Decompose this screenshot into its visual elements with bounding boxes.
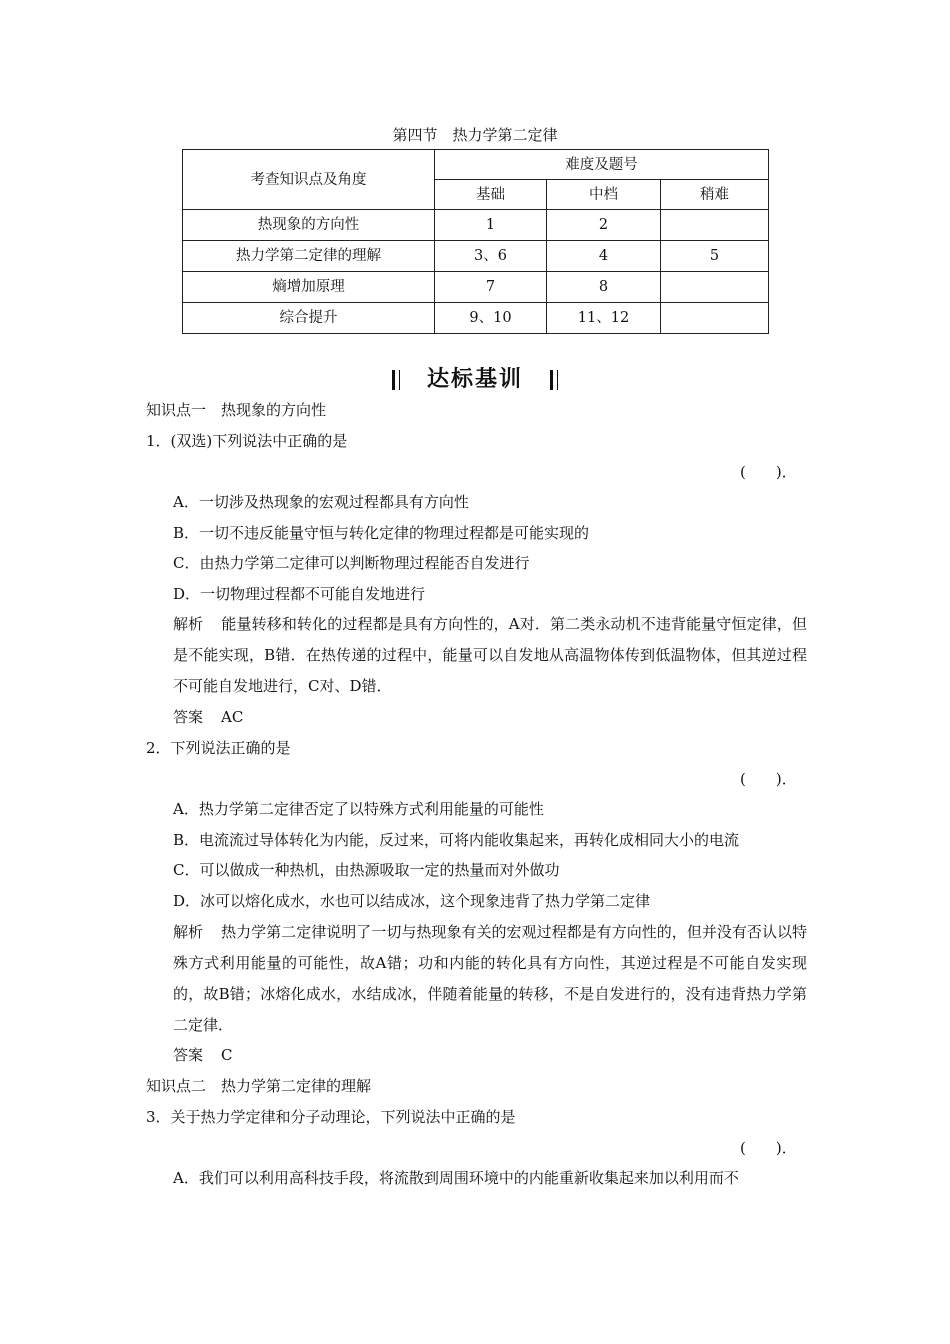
question-1-answer-blank: ( )． bbox=[740, 463, 797, 481]
banner-bar-right bbox=[550, 370, 553, 390]
header-basic: 基础 bbox=[435, 180, 547, 210]
banner-bar-right-thin bbox=[557, 370, 559, 390]
row-topic: 综合提升 bbox=[183, 303, 435, 334]
answer-label: 答案 bbox=[173, 1046, 204, 1064]
row-topic: 热现象的方向性 bbox=[183, 210, 435, 241]
question-2-stem: 2．下列说法正确的是 bbox=[146, 739, 291, 757]
answer-label: 答案 bbox=[173, 708, 204, 726]
explanation-text: 热力学第二定律说明了一切与热现象有关的宏观过程都是有方向性的，但并没有否认以特殊方式利用能量的可能性，故A错；功和内能的转化具有方向性，其逆过程是不可能自发实现的，故B错；冰熔化成水，水结成冰，伴随着能量的转移，不是自发进行的，没有违背热力学第二定律． bbox=[173, 923, 807, 1034]
table-row bbox=[183, 272, 769, 303]
explanation-label: 解析 bbox=[173, 923, 204, 941]
row-basic: 7 bbox=[435, 272, 547, 303]
table-row bbox=[183, 210, 769, 241]
row-medium: 4 bbox=[547, 241, 661, 272]
row-medium: 2 bbox=[547, 210, 661, 241]
header-difficulty: 难度及题号 bbox=[435, 150, 769, 180]
page-title: 第四节 热力学第二定律 bbox=[392, 126, 558, 144]
table-row bbox=[183, 241, 769, 272]
question-2-option-a: A．热力学第二定律否定了以特殊方式利用能量的可能性 bbox=[173, 800, 544, 818]
question-2-option-b: B．电流流过导体转化为内能，反过来，可将内能收集起来，再转化成相同大小的电流 bbox=[173, 831, 740, 849]
question-1-option-b: B．一切不违反能量守恒与转化定律的物理过程都是可能实现的 bbox=[173, 524, 590, 542]
question-2-answer bbox=[173, 1043, 233, 1067]
question-2-answer-blank: ( )． bbox=[740, 770, 797, 788]
question-1-stem: 1．(双选)下列说法中正确的是 bbox=[146, 432, 348, 450]
question-2-option-d: D．冰可以熔化成水，水也可以结成冰，这个现象违背了热力学第二定律 bbox=[173, 892, 651, 910]
section-banner bbox=[0, 362, 950, 398]
explanation-label: 解析 bbox=[173, 615, 204, 633]
banner-title: 达标基训 bbox=[426, 367, 523, 392]
answer-value: AC bbox=[221, 708, 244, 726]
header-medium: 中档 bbox=[547, 180, 661, 210]
question-2-option-c: C．可以做成一种热机，由热源吸取一定的热量而对外做功 bbox=[173, 861, 560, 879]
header-hard: 稍难 bbox=[661, 180, 769, 210]
row-basic: 1 bbox=[435, 210, 547, 241]
question-3-answer-blank: ( )． bbox=[740, 1139, 797, 1157]
section-heading-2: 知识点二 热力学第二定律的理解 bbox=[146, 1077, 372, 1095]
answer-value: C bbox=[221, 1046, 233, 1064]
row-hard bbox=[661, 272, 769, 303]
question-1-option-a: A．一切涉及热现象的宏观过程都具有方向性 bbox=[173, 493, 469, 511]
banner-bar-left-thin bbox=[399, 370, 401, 390]
question-1-option-d: D．一切物理过程都不可能自发地进行 bbox=[173, 585, 426, 603]
question-3-option-a: A．我们可以利用高科技手段，将流散到周围环境中的内能重新收集起来加以利用而不 bbox=[173, 1169, 739, 1187]
row-medium: 8 bbox=[547, 272, 661, 303]
row-basic: 9、10 bbox=[435, 303, 547, 334]
row-topic: 热力学第二定律的理解 bbox=[183, 241, 435, 272]
row-hard: 5 bbox=[661, 241, 769, 272]
row-hard bbox=[661, 303, 769, 334]
row-hard bbox=[661, 210, 769, 241]
question-1-answer bbox=[173, 705, 243, 729]
table-row bbox=[183, 303, 769, 334]
header-topic: 考查知识点及角度 bbox=[183, 150, 435, 210]
section-heading-1: 知识点一 热现象的方向性 bbox=[146, 401, 327, 419]
question-3-stem: 3．关于热力学定律和分子动理论，下列说法中正确的是 bbox=[146, 1108, 516, 1126]
explanation-text: 能量转移和转化的过程都是具有方向性的，A对．第二类永动机不违背能量守恒定律，但是不能实现，B错．在热传递的过程中，能量可以自发地从高温物体传到低温物体，但其逆过程不可能自发地进行，C对、D错． bbox=[173, 615, 807, 695]
question-1-option-c: C．由热力学第二定律可以判断物理过程能否自发进行 bbox=[173, 554, 530, 572]
knowledge-difficulty-table bbox=[182, 149, 769, 334]
question-1-explanation bbox=[173, 609, 807, 702]
banner-bar-left bbox=[392, 370, 395, 390]
row-basic: 3、6 bbox=[435, 241, 547, 272]
question-2-explanation bbox=[173, 917, 807, 1041]
table-header-row bbox=[183, 150, 769, 180]
row-topic: 熵增加原理 bbox=[183, 272, 435, 303]
row-medium: 11、12 bbox=[547, 303, 661, 334]
